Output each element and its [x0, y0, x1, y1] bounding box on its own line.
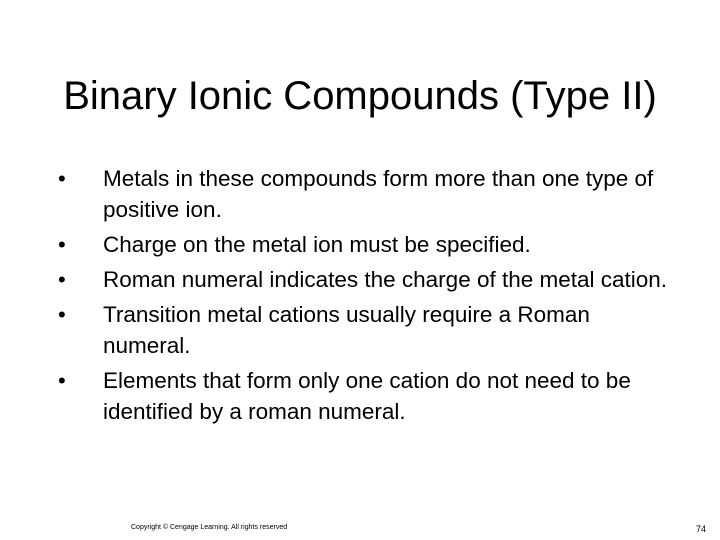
bullet-item [58, 163, 678, 225]
bullet-text: Transition metal cations usually require a Roman numeral. [103, 302, 590, 358]
bullet-marker: • [58, 232, 66, 257]
bullet-marker: • [58, 166, 66, 191]
bullet-item [58, 365, 678, 427]
footer-copyright: Copyright © Cengage Learning. All rights reserved [131, 524, 288, 531]
bullet-item [58, 229, 678, 260]
bullet-marker: • [58, 302, 66, 327]
bullet-text: Metals in these compounds form more than one type of positive ion. [103, 166, 654, 222]
bullet-list [58, 163, 678, 431]
bullet-text: Roman numeral indicates the charge of the metal cation. [103, 267, 668, 292]
bullet-marker: • [58, 267, 66, 292]
bullet-text: Charge on the metal ion must be specified. [103, 232, 531, 257]
page-number: 74 [695, 524, 706, 534]
slide-title: Binary Ionic Compounds (Type II) [63, 74, 657, 118]
bullet-item [58, 299, 678, 361]
bullet-text: Elements that form only one cation do not need to be identified by a roman numeral. [103, 368, 631, 424]
bullet-marker: • [58, 368, 66, 393]
bullet-item [58, 264, 678, 295]
